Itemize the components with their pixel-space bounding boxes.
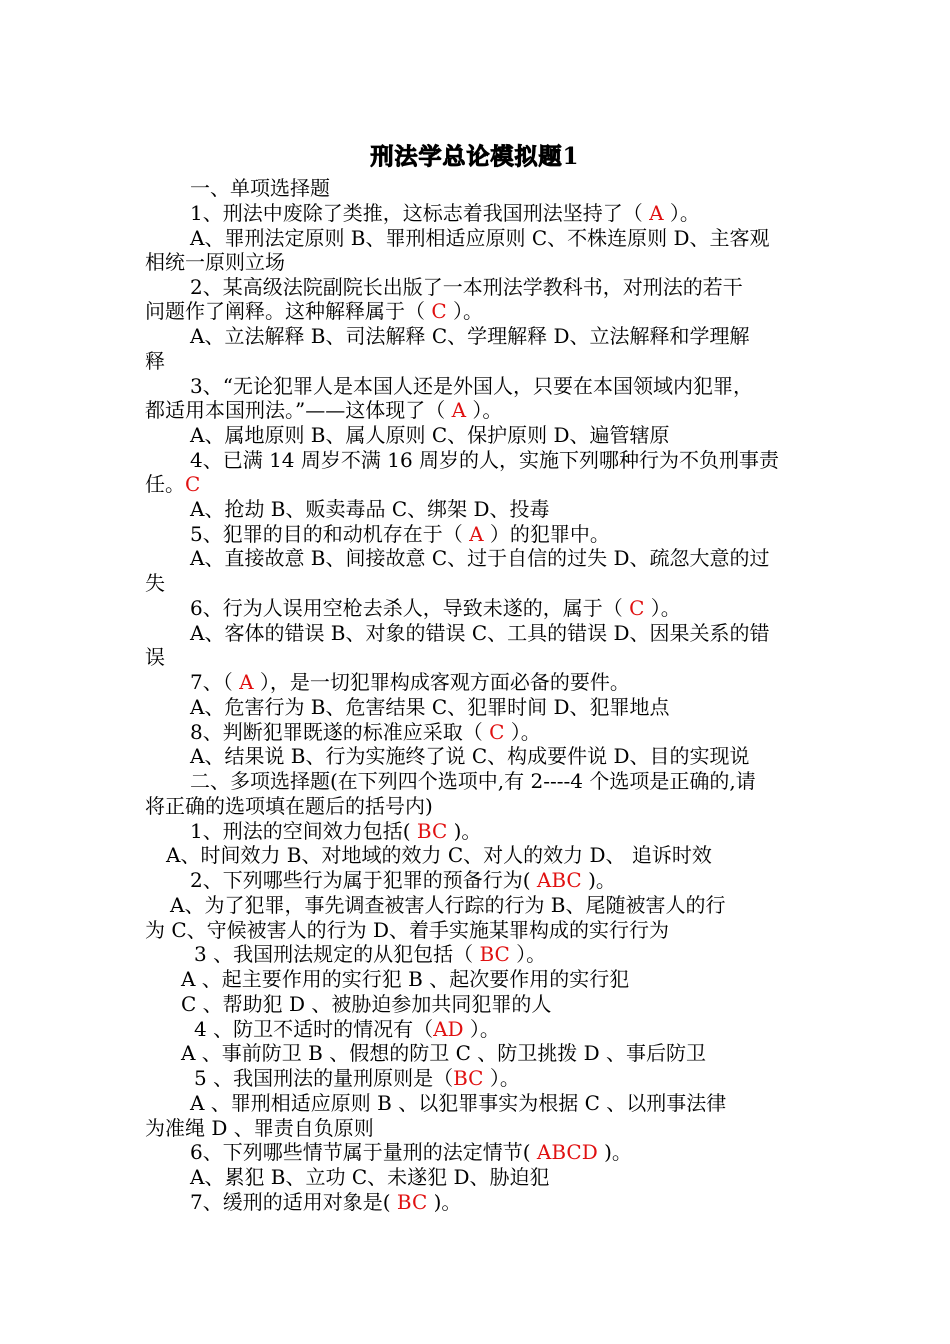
text-line [190,497,550,521]
answer-mark: BC [416,819,448,843]
answer-mark: C [489,720,505,744]
text-line [166,843,712,867]
title-number: 1 [562,143,580,170]
line-text: ）。 [463,1017,500,1041]
line-text: C 、帮助犯 D 、被胁迫参加共同犯罪的人 [181,992,552,1016]
line-text: 6、下列哪些情节属于量刑的法定情节( [190,1140,537,1164]
line-text: 5、犯罪的目的和动机存在于（ [190,522,470,546]
text-line [190,546,770,570]
text-line [194,1066,520,1090]
line-text: 都适用本国刑法。”——这体现了（ [145,398,452,422]
line-text: A、直接故意 B、间接故意 C、过于自信的过失 D、疏忽大意的过 [190,546,770,570]
line-text: A、危害行为 B、危害结果 C、犯罪时间 D、犯罪地点 [190,695,670,719]
line-text: 为 C、守候被害人的行为 D、着手实施某罪构成的实行行为 [145,918,670,942]
line-text: A、抢劫 B、贩卖毒品 C、绑架 D、投毒 [190,497,550,521]
answer-mark: C [185,472,201,496]
text-line [194,1017,500,1041]
line-text: ）。 [446,299,484,323]
text-line [145,1116,374,1140]
text-line [190,1091,726,1115]
line-text: 二、多项选择题(在下列四个选项中,有 2----4 个选项是正确的,请 [190,769,756,793]
text-line [190,819,481,843]
answer-mark: C [431,299,447,323]
answer-mark: AD [433,1017,464,1041]
line-text: A、为了犯罪，事先调查被害人行踪的行为 B、尾随被害人的行 [170,893,726,917]
line-text: 3、“无论犯罪人是本国人还是外国人，只要在本国领域内犯罪， [190,374,753,398]
answer-mark: BC [479,942,510,966]
text-line [181,1041,706,1065]
line-text: 误 [145,645,165,669]
line-text: ），是一切犯罪构成客观方面必备的要件。 [253,670,630,694]
line-text: ）。 [509,942,547,966]
line-text: 8、判断犯罪既遂的标准应采取（ [190,720,490,744]
line-text: 6、行为人误用空枪去杀人，导致未遂的，属于（ [190,596,630,620]
text-line [190,448,779,472]
line-text: 1、刑法的空间效力包括( [190,819,417,843]
text-line [145,472,200,496]
text-line [170,893,726,917]
text-line [145,398,502,422]
text-line [190,868,616,892]
text-line [190,1190,461,1214]
line-text: 一、单项选择题 [190,176,330,200]
line-text: A、累犯 B、立功 C、未遂犯 D、胁迫犯 [190,1165,550,1189]
answer-mark: ABC [536,868,582,892]
text-line [190,176,330,200]
text-line [194,942,546,966]
text-line [190,374,753,398]
line-text: 2、某高级法院副院长出版了一本刑法学教科书，对刑法的若干 [190,275,743,299]
line-text: 失 [145,571,165,595]
text-line [190,596,681,620]
line-text: 1、刑法中废除了类推，这标志着我国刑法坚持了（ [190,201,650,225]
line-text: A 、罪刑相适应原则 B 、以犯罪事实为根据 C 、以刑事法律 [190,1091,727,1115]
answer-mark: A [469,522,484,546]
text-line [190,720,541,744]
text-line [190,1140,632,1164]
line-text: 4、已满 14 周岁不满 16 周岁的人，实施下列哪种行为不负刑事责 [190,448,780,472]
text-line [190,423,670,447]
line-text: 任。 [145,472,185,496]
answer-mark: A [649,201,664,225]
text-line [190,324,750,348]
line-text: A 、起主要作用的实行犯 B 、起次要作用的实行犯 [181,967,630,991]
line-text: ）。 [483,1066,520,1090]
answer-mark: A [451,398,467,422]
text-line [190,769,756,793]
line-text: A 、事前防卫 B 、假想的防卫 C 、防卫挑拨 D 、事后防卫 [181,1041,706,1065]
line-text: )。 [447,819,482,843]
text-line [181,967,629,991]
line-text: A、结果说 B、行为实施终了说 C、构成要件说 D、目的实现说 [190,744,750,768]
text-line [145,571,165,595]
line-text: 4 、防卫不适时的情况有（ [194,1017,434,1041]
text-line [145,794,433,818]
line-text: ）。 [644,596,681,620]
line-text: ）的犯罪中。 [483,522,610,546]
text-line [190,621,770,645]
line-text: 为准绳 D 、罪责自负原则 [145,1116,374,1140]
text-line [190,695,670,719]
line-text: ）。 [466,398,503,422]
line-text: 3 、我国刑法规定的从犯包括（ [194,942,480,966]
line-text: )。 [427,1190,462,1214]
text-line [190,744,750,768]
line-text: A、时间效力 B、对地域的效力 C、对人的效力 D、 追诉时效 [166,843,712,867]
text-line [181,992,551,1016]
line-text: 相统一原则立场 [145,250,285,274]
text-line [190,201,700,225]
text-line [190,522,610,546]
text-line [145,250,285,274]
text-line [145,918,669,942]
line-text: )。 [581,868,616,892]
line-text: 2、下列哪些行为属于犯罪的预备行为( [190,868,537,892]
answer-mark: BC [453,1066,484,1090]
line-text: 将正确的选项填在题后的括号内) [145,794,433,818]
text-line [190,670,630,694]
answer-mark: C [629,596,645,620]
text-line [190,226,770,250]
answer-mark: BC [396,1190,428,1214]
text-line [145,299,483,323]
text-line [145,645,165,669]
line-text: 5 、我国刑法的量刑原则是（ [194,1066,454,1090]
text-line [145,349,165,373]
line-text: A、客体的错误 B、对象的错误 C、工具的错误 D、因果关系的错 [190,621,770,645]
line-text: 7、（ [190,670,240,694]
answer-mark: A [239,670,254,694]
line-text: 7、缓刑的适用对象是( [190,1190,397,1214]
title-text: 刑法学总论模拟题 [370,143,563,170]
text-line [190,275,743,299]
line-text: A、立法解释 B、司法解释 C、学理解释 D、立法解释和学理解 [190,324,750,348]
line-text: )。 [597,1140,632,1164]
line-text: ）。 [663,201,700,225]
answer-mark: ABCD [536,1140,598,1164]
line-text: A、属地原则 B、属人原则 C、保护原则 D、遍管辖原 [190,423,670,447]
line-text: 问题作了阐释。这种解释属于（ [145,299,432,323]
line-text: A、罪刑法定原则 B、罪刑相适应原则 C、不株连原则 D、主客观 [190,226,770,250]
line-text: 释 [145,349,165,373]
line-text: ）。 [504,720,541,744]
text-line [190,1165,550,1189]
page-title [0,138,950,171]
